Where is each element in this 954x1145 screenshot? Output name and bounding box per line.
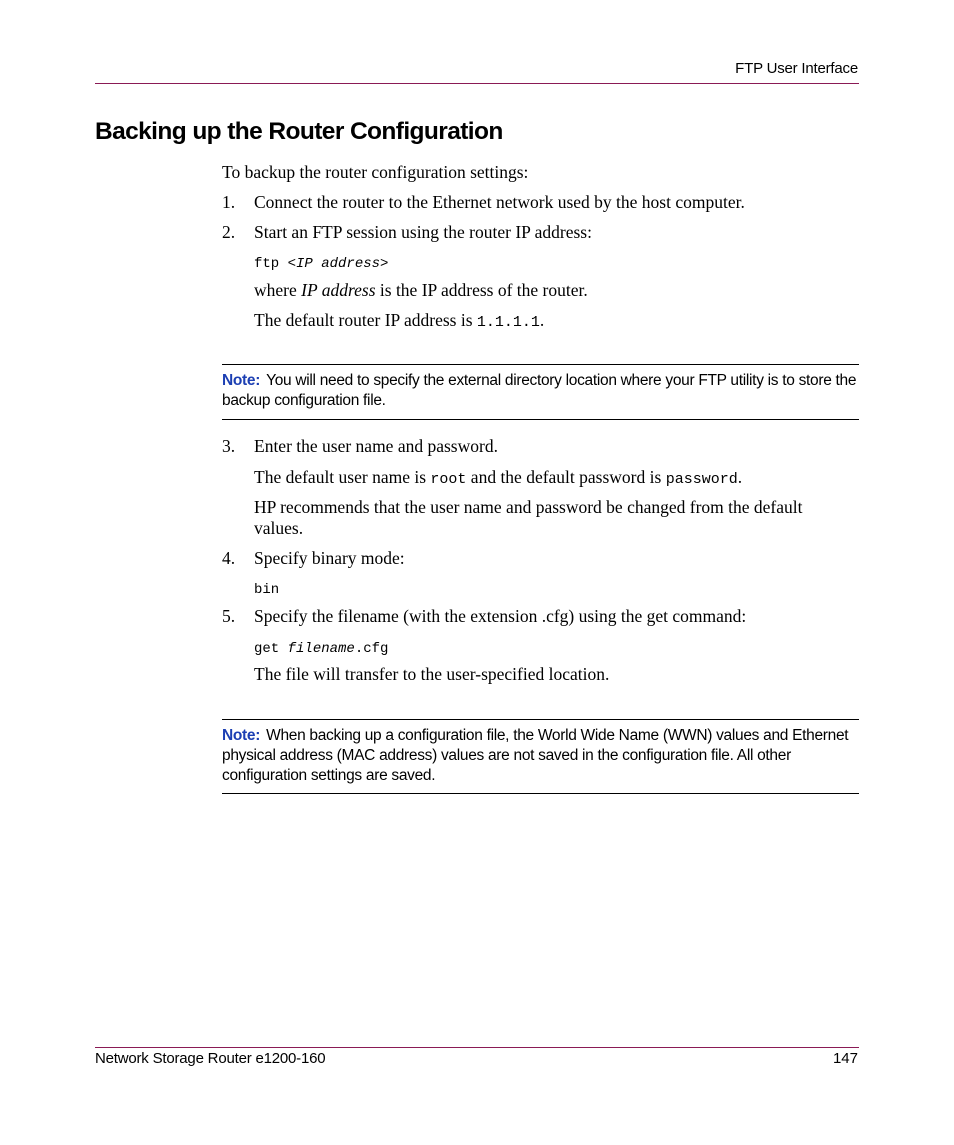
code-bin-command: bin [254, 582, 280, 598]
note-rule-bottom [222, 419, 859, 420]
step-number: 3. [222, 436, 236, 456]
page-title: Backing up the Router Configuration [95, 118, 503, 145]
ip-explanation: where IP address is the IP address of the router. [254, 280, 588, 300]
step-text: Specify binary mode: [254, 548, 405, 568]
step-number: 4. [222, 548, 236, 568]
recommendation-line: values. [254, 518, 304, 538]
step-number: 1. [222, 192, 236, 212]
note-box: Note: You will need to specify the external directory location where your FTP utility is to store the backup configuration file. [222, 372, 857, 409]
page-number: 147 [832, 1050, 858, 1067]
note-label: Note: [222, 372, 261, 389]
step-text: Start an FTP session using the router IP address: [254, 222, 592, 242]
recommendation-line: HP recommends that the user name and password be changed from the default [254, 497, 803, 517]
note-label: Note: [222, 727, 261, 744]
note-rule-top [222, 364, 859, 365]
note-box: Note: When backing up a configuration file, the World Wide Name (WWN) values and Ethernet physical address (MAC address) values are not saved in the configuration file. All other configuration settings are saved. [222, 727, 849, 784]
step-number: 5. [222, 606, 236, 626]
transfer-result-text: The file will transfer to the user-specified location. [254, 664, 610, 684]
footer-document-title: Network Storage Router e1200-160 [95, 1050, 326, 1067]
footer-rule [95, 1047, 859, 1048]
step-text: Enter the user name and password. [254, 436, 498, 456]
code-get-command: get filename.cfg [254, 641, 389, 657]
default-credentials-text: The default user name is root and the default password is password. [254, 467, 743, 488]
step-text: Specify the filename (with the extension .cfg) using the get command: [254, 606, 747, 626]
step-number: 2. [222, 222, 236, 242]
running-header: FTP User Interface [735, 60, 858, 77]
default-ip-text: The default router IP address is 1.1.1.1. [254, 310, 545, 331]
note-rule-top [222, 719, 859, 720]
intro-text: To backup the router configuration settings: [222, 162, 529, 182]
step-text: Connect the router to the Ethernet network used by the host computer. [254, 192, 745, 212]
code-ftp-command: ftp <IP address> [254, 256, 389, 272]
header-rule [95, 83, 859, 84]
note-rule-bottom [222, 793, 859, 794]
